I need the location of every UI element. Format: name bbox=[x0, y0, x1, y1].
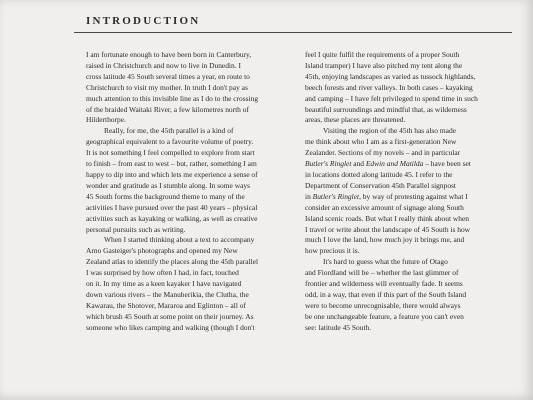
text-line: Hilderthorpe. bbox=[86, 115, 126, 125]
text-line: 45th, enjoying landscapes as varied as tussock highlands, bbox=[305, 71, 476, 81]
text-line: Kawarau, the Shotover, Mararoa and Eglinton – all of bbox=[86, 300, 246, 310]
text-line: Department of Conservation 45th Parallel signpost bbox=[305, 180, 456, 190]
text-line: were to become unrecognisable, there would always bbox=[305, 300, 461, 310]
text-line: me think about who I am as a first-generation New bbox=[305, 137, 457, 147]
left-text-column bbox=[86, 50, 300, 334]
text-line: Christchurch to visit my mother. In truth I don't pay as bbox=[86, 82, 248, 92]
text-line: Zealander. Sections of my novels – and in particular bbox=[305, 148, 461, 158]
text-line: geographical equivalent to a favourite volume of poetry. bbox=[86, 137, 254, 147]
text-line: much attention to this invisible line as I do to the crossing bbox=[86, 93, 259, 103]
text-line: consider an excessive amount of signage along South bbox=[305, 202, 464, 212]
text-line: It is not something I feel compelled to explore from start bbox=[86, 148, 255, 158]
text-line: see: latitude 45 South. bbox=[305, 322, 372, 332]
text-line: beautiful surroundings and mindful that, as wilderness bbox=[305, 104, 467, 114]
text-line: frontier and wilderness will eventually fade. It seems bbox=[305, 279, 463, 289]
text-line: be one unchangeable feature, a feature you can't even bbox=[305, 311, 464, 321]
text-line: When I started thinking about a text to accompany bbox=[104, 235, 255, 245]
text-line: happy to dip into and which lets me experience a sense of bbox=[86, 169, 258, 179]
text-line: personal pursuits such as writing. bbox=[86, 224, 186, 234]
text-line: Island scenic roads. But what I really think about when bbox=[305, 213, 469, 223]
text-line: cross latitude 45 South several times a year, en route to bbox=[86, 71, 250, 81]
text-line: of the braided Waitaki River, a few kilometres north of bbox=[86, 104, 249, 114]
text-line: Really, for me, the 45th parallel is a kind of bbox=[104, 126, 234, 136]
text-line: in Butler's Ringlet, by way of protesting against what I bbox=[305, 191, 468, 201]
text-line: odd, in a way, that even if this part of the South Island bbox=[305, 289, 467, 299]
text-line: much I love the land, how much joy it brings me, and bbox=[305, 235, 465, 245]
text-line: wonder and gratitude as I stumble along. In some ways bbox=[86, 180, 250, 190]
text-line: to finish – from east to west – but, rather, something I am bbox=[86, 159, 257, 169]
text-line: and camping – I have felt privileged to spend time in such bbox=[305, 93, 478, 103]
text-line: I was surprised by how often I had, in fact, touched bbox=[86, 268, 239, 278]
text-line: how precious it is. bbox=[305, 246, 360, 256]
text-line: someone who likes camping and walking (though I don't bbox=[86, 322, 255, 332]
text-line: Zealand atlas to identify the places along the 45th parallel bbox=[86, 257, 259, 267]
text-line: It's hard to guess what the future of Otago bbox=[323, 257, 448, 267]
text-line: activities I have pursued over the past 40 years – physical bbox=[86, 202, 258, 212]
text-line: activities such as kayaking or walking, as well as creative bbox=[86, 213, 258, 223]
text-line: I am fortunate enough to have been born in Canterbury, bbox=[86, 50, 252, 59]
text-line: Arno Gasteiger's photographs and opened my New bbox=[86, 246, 238, 256]
text-line: in locations dotted along latitude 45. I refer to the bbox=[305, 169, 453, 179]
heading-rule bbox=[74, 32, 512, 33]
text-line: which brush 45 South at some point on their journey. As bbox=[86, 311, 254, 321]
text-line: I travel or write about the landscape of 45 South is how bbox=[305, 224, 471, 234]
text-line: 45 South forms the background theme to many of the bbox=[86, 191, 245, 201]
text-line: feel I quite fulfil the requirements of a proper South bbox=[305, 50, 460, 59]
text-line: areas, these places are threatened. bbox=[305, 115, 406, 125]
chapter-heading: INTRODUCTION bbox=[86, 15, 201, 27]
text-line: down various rivers – the Manuherikia, the Clutha, the bbox=[86, 289, 249, 299]
text-line: Island tramper) I have also pitched my tent along the bbox=[305, 60, 463, 70]
text-line: and Fiordland will be – whether the last glimmer of bbox=[305, 268, 459, 278]
text-line: on it. In my time as a keen kayaker I have navigated bbox=[86, 279, 242, 289]
text-line: Visiting the region of the 45th has also made bbox=[323, 126, 456, 136]
text-line: Butler's Ringlet and Edwin and Matilda – have been set bbox=[305, 159, 471, 169]
right-text-column bbox=[305, 50, 519, 334]
text-line: raised in Christchurch and now to live in Dunedin. I bbox=[86, 60, 241, 70]
text-line: beech forests and river valleys. In both cases – kayaking bbox=[305, 82, 473, 92]
